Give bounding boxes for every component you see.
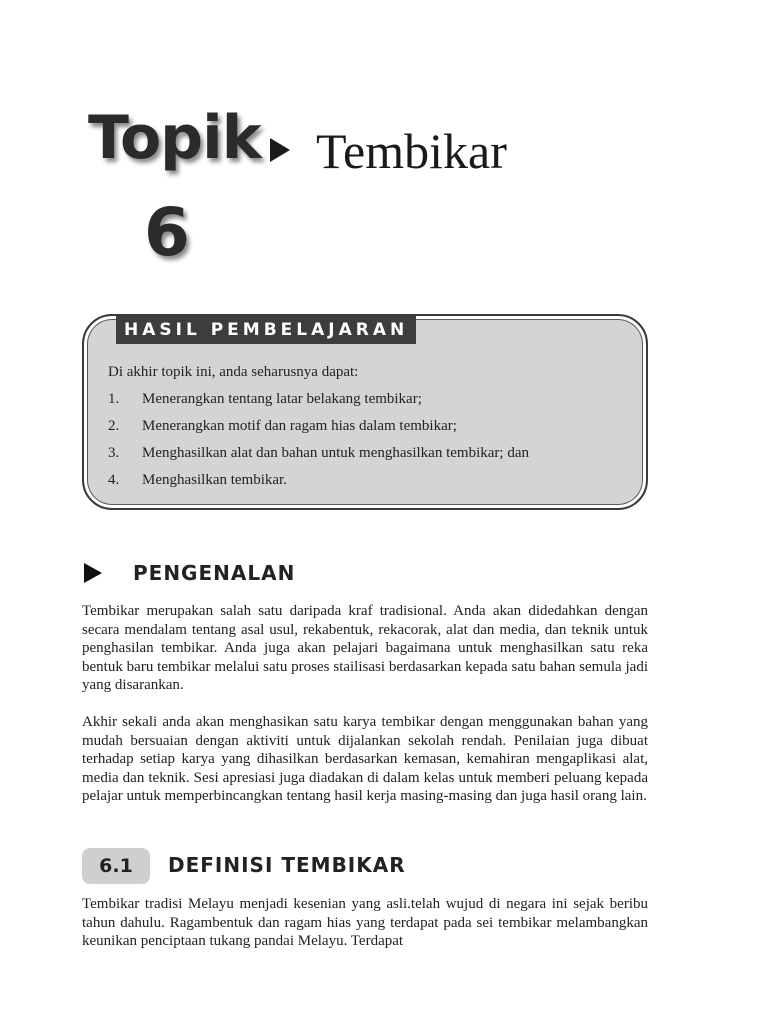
topic-word: Topik: [88, 103, 261, 173]
chapter-title: Tembikar: [316, 123, 507, 179]
section-arrow-icon: [84, 563, 102, 583]
outcome-number: 1.: [108, 391, 120, 407]
outcome-number: 3.: [108, 445, 120, 461]
outcome-number: 2.: [108, 418, 120, 434]
pengenalan-heading: PENGENALAN: [133, 561, 296, 585]
outcome-text: Menerangkan tentang latar belakang tembikar;: [142, 391, 422, 407]
learning-outcomes-label: HASIL PEMBELAJARAN: [116, 316, 416, 344]
outcome-number: 4.: [108, 472, 120, 488]
section-6-1-paragraph: Tembikar tradisi Melayu menjadi kesenian yang asli.telah wujud di negara ini sejak beribu tahun dahulu. Ragambentuk dan ragam hias yang terdapat pada sei tembikar melambangkan keunikan penciptaan tukang pandai Melayu. Terdapat: [82, 896, 648, 950]
topic-number: 6: [144, 194, 190, 271]
learning-outcomes-intro: Di akhir topik ini, anda seharusnya dapat:: [108, 364, 359, 380]
section-6-1-heading: DEFINISI TEMBIKAR: [168, 853, 406, 877]
outcome-text: Menghasilkan alat dan bahan untuk menghasilkan tembikar; dan: [142, 445, 529, 461]
pengenalan-paragraph-1: Tembikar merupakan salah satu daripada kraf tradisional. Anda akan didedahkan dengan secara mendalam tentang asal usul, rekabentuk, rekacorak, alat dan media, dan teknik untuk penghasilan tembikar. Anda juga akan pelajari bagaimana untuk menghasilkan satu reka bentuk baru tembikar melalui satu proses stailisasi berdasarkan kepada satu bahan semula jadi yang disarankan.: [82, 603, 648, 694]
pengenalan-paragraph-2: Akhir sekali anda akan menghasikan satu karya tembikar dengan menggunakan bahan yang mudah bersuaian dengan aktiviti untuk dijalankan sekolah rendah. Penilaian juga dibuat terhadap setiap karya yang dihasilkan berdasarkan kemasan, kemahiran mengaplikasi alat, media dan teknik. Sesi apresiasi juga diadakan di dalam kelas untuk memberi peluang kepada pelajar untuk memperbincangkan tentang hasil kerja masing-masing dan juga hasil orang lain.: [82, 714, 648, 805]
title-arrow-icon: [270, 138, 290, 162]
outcome-text: Menerangkan motif dan ragam hias dalam tembikar;: [142, 418, 457, 434]
outcome-text: Menghasilkan tembikar.: [142, 472, 287, 488]
section-number-badge: 6.1: [82, 848, 150, 884]
